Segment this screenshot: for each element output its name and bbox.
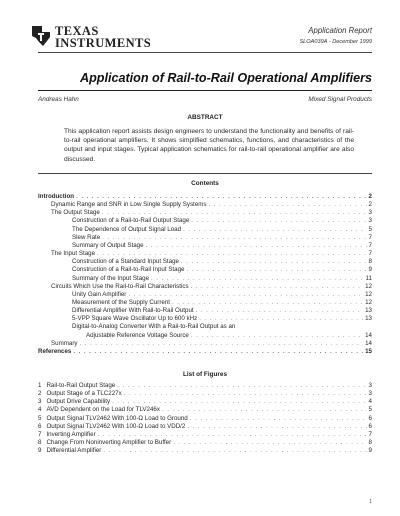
figure-entry[interactable] (38, 447, 372, 455)
logo-wordmark (55, 25, 151, 49)
document-id: SLOA039A - December 1999 (299, 39, 372, 45)
toc-entry-page: 7 (368, 241, 372, 249)
toc-entry[interactable] (38, 283, 372, 291)
toc-entry[interactable] (38, 234, 372, 242)
figure-page: 8 (368, 439, 372, 447)
toc-entry-page: 7 (368, 250, 372, 258)
figure-page: 3 (368, 390, 372, 398)
contents-heading: Contents (191, 180, 219, 187)
toc-entry-title: The Output Stage (51, 209, 100, 217)
toc-entry-page: 14 (365, 331, 372, 339)
toc-entry-title: Circuits Which Use the Rail-to-Rail Characteristics (51, 282, 189, 290)
figure-entry[interactable] (38, 415, 372, 423)
figure-title: AVD Dependent on the Load for TLV246x (46, 406, 160, 414)
figure-leader-dots (124, 390, 367, 397)
toc-entry[interactable] (38, 323, 372, 331)
toc-entry[interactable] (38, 209, 372, 217)
figure-page: 7 (368, 430, 372, 438)
toc-entry-page: 3 (368, 209, 372, 217)
toc-entry-page: 8 (368, 258, 372, 266)
toc-entry[interactable] (38, 242, 372, 250)
figure-entry[interactable] (38, 382, 372, 390)
figure-number: 2 (38, 390, 42, 398)
figure-number: 1 (38, 382, 42, 389)
toc-entry-page: 14 (365, 339, 372, 347)
toc-entry[interactable] (38, 217, 372, 225)
toc-entry[interactable] (38, 291, 372, 299)
toc-entry-page: 2 (368, 201, 372, 209)
figure-entry[interactable] (38, 406, 372, 414)
toc-leader-dots (196, 307, 363, 314)
toc-leader-dots (97, 250, 367, 257)
figure-leader-dots (103, 447, 366, 454)
toc-entry-title: Measurement of the Supply Current (72, 298, 171, 306)
texas-state-icon (30, 25, 52, 47)
figure-title: Rail-to-Rail Output Stage (46, 382, 116, 389)
toc-entry-title: Construction of a Rail-to-Rail Input Stage (72, 266, 185, 274)
toc-leader-dots (199, 315, 363, 322)
toc-entry-title: Introduction (38, 193, 75, 200)
toc-leader-dots (183, 226, 366, 233)
logo-line1: TEXAS (55, 24, 99, 38)
toc-entry-page: 13 (365, 315, 372, 323)
toc-leader-dots (146, 242, 367, 249)
figure-leader-dots (98, 431, 367, 438)
figure-number: 7 (38, 430, 42, 438)
logo-line2: INSTRUMENTS (55, 35, 152, 50)
figure-leader-dots (187, 423, 366, 430)
toc-entry[interactable] (38, 201, 372, 209)
figure-leader-dots (173, 439, 366, 446)
toc-entry[interactable] (38, 299, 372, 307)
abstract-rule (38, 173, 372, 174)
toc-leader-dots (181, 258, 367, 265)
document-title: Application of Rail-to-Rail Operational Amplifiers (79, 71, 372, 85)
figure-entry[interactable] (38, 390, 372, 398)
toc-entry-title: Slew Rate (72, 233, 101, 241)
toc-entry-title: Construction of a Rail-to-Rail Output Stage (72, 217, 190, 225)
figure-number: 4 (38, 406, 42, 414)
toc-entry-title: Differential Amplifier With Rail-to-Rail Output (72, 307, 194, 315)
figure-leader-dots (112, 398, 366, 405)
toc-entry-title: Summary (51, 339, 78, 347)
abstract-heading: ABSTRACT (187, 114, 223, 121)
toc-entry[interactable] (38, 340, 372, 348)
toc-entry[interactable] (38, 193, 372, 201)
figure-title: Output Drive Capability (46, 398, 111, 406)
toc-entry-title: References (38, 347, 72, 355)
toc-entry-title: Digital-to-Analog Converter With a Rail-to-Rail Output as an (72, 323, 236, 331)
toc-entry[interactable] (38, 266, 372, 274)
figure-leader-dots (117, 382, 366, 389)
figure-leader-dots (162, 406, 367, 413)
toc-leader-dots (172, 299, 363, 306)
figure-number: 5 (38, 414, 42, 422)
figure-number: 3 (38, 398, 42, 406)
toc-entry-title: Unity Gain Amplifier (72, 290, 127, 298)
figure-page: 6 (368, 414, 372, 422)
toc-entry[interactable] (38, 258, 372, 266)
toc-entry-title: Summary of Output Stage (72, 241, 144, 249)
figure-title: Output Signal TLV2462 With 100-Ω Load to VDD/2 (46, 422, 186, 430)
toc-leader-dots (79, 340, 363, 347)
figure-page: 5 (368, 406, 372, 414)
toc-leader-dots (191, 283, 364, 290)
figure-entry[interactable] (38, 439, 372, 447)
toc-entry-page: 5 (368, 225, 372, 233)
figure-number: 6 (38, 422, 42, 430)
figure-number: 8 (38, 439, 42, 447)
toc-entry-page: 15 (365, 347, 372, 355)
toc-entry-page: 12 (365, 298, 372, 306)
toc-entry-title: The Dependence of Output Signal Load (72, 225, 182, 233)
figure-entry[interactable] (38, 423, 372, 431)
figure-number: 9 (38, 447, 42, 455)
toc-entry-page: 2 (368, 193, 372, 200)
figure-page: 9 (368, 447, 372, 455)
toc-leader-dots (128, 291, 363, 298)
figure-page: 4 (368, 398, 372, 406)
toc-entry-page: 7 (368, 233, 372, 241)
figure-title: Inverting Amplifier (46, 430, 96, 438)
toc-entry[interactable] (38, 332, 372, 340)
toc-entry[interactable] (38, 250, 372, 258)
toc-leader-dots (102, 209, 367, 216)
abstract-text: This application report assists design engineers to understand the functionality and benefits of rail-to-rail operational amplifiers. It shows simplified schematics, functions, and characteristics of the output and input stages. Typical application schematics for rail-to-rail operational amplifier are also discussed. (64, 128, 354, 163)
figure-title: Output Stage of a TLC227x (46, 390, 122, 398)
toc-leader-dots (191, 332, 363, 339)
figure-page: 6 (368, 422, 372, 430)
toc-entry-page: 9 (368, 266, 372, 274)
figure-leader-dots (190, 415, 367, 422)
toc-entry-title: 5-VPP Square Wave Oscillator Up to 600 kHz (72, 315, 198, 323)
figure-title: Differential Amplifier (46, 447, 102, 455)
toc-leader-dots (186, 266, 366, 273)
figure-title: Output Signal TLV2462 With 100-Ω Load to Ground (46, 414, 188, 422)
figure-entry[interactable] (38, 431, 372, 439)
figure-page: 3 (368, 382, 372, 389)
toc-leader-dots (102, 234, 366, 241)
toc-leader-dots (151, 275, 364, 282)
toc-entry[interactable] (38, 307, 372, 315)
toc-entry[interactable] (38, 226, 372, 234)
page-number: 1 (369, 499, 372, 505)
toc-entry-title: Adjustable Reference Voltage Source (86, 331, 189, 339)
toc-entry-title: Construction of a Standard Input Stage (72, 258, 179, 266)
toc-entry-page: 12 (365, 290, 372, 298)
figure-title: Change From Noninverting Amplifier to Buffer (46, 439, 172, 447)
toc-leader-dots (208, 201, 366, 208)
toc-leader-dots (73, 348, 363, 355)
toc-entry-title: The Input Stage (51, 250, 96, 258)
header-rule (38, 52, 372, 53)
toc-entry[interactable] (38, 348, 372, 356)
figure-entry[interactable] (38, 398, 372, 406)
toc-entry-page: 11 (365, 274, 372, 282)
organization: Mixed Signal Products (308, 96, 372, 103)
toc-entry-title: Summary of the Input Stage (72, 274, 150, 282)
toc-entry-title: Dynamic Range and SNR in Low Single Supply Systems (51, 201, 207, 209)
toc-leader-dots (76, 193, 366, 200)
toc-entry-page: 13 (365, 307, 372, 315)
toc-entry[interactable] (38, 275, 372, 283)
toc-entry-page: 3 (368, 217, 372, 225)
document-type: Application Report (308, 26, 372, 35)
toc-entry[interactable] (38, 315, 372, 323)
figures-heading: List of Figures (182, 371, 228, 378)
toc-entry-page: 12 (365, 282, 372, 290)
author: Andreas Hahn (38, 96, 79, 103)
ti-logo (30, 25, 151, 49)
toc-leader-dots (191, 217, 366, 224)
title-rule (38, 90, 372, 91)
